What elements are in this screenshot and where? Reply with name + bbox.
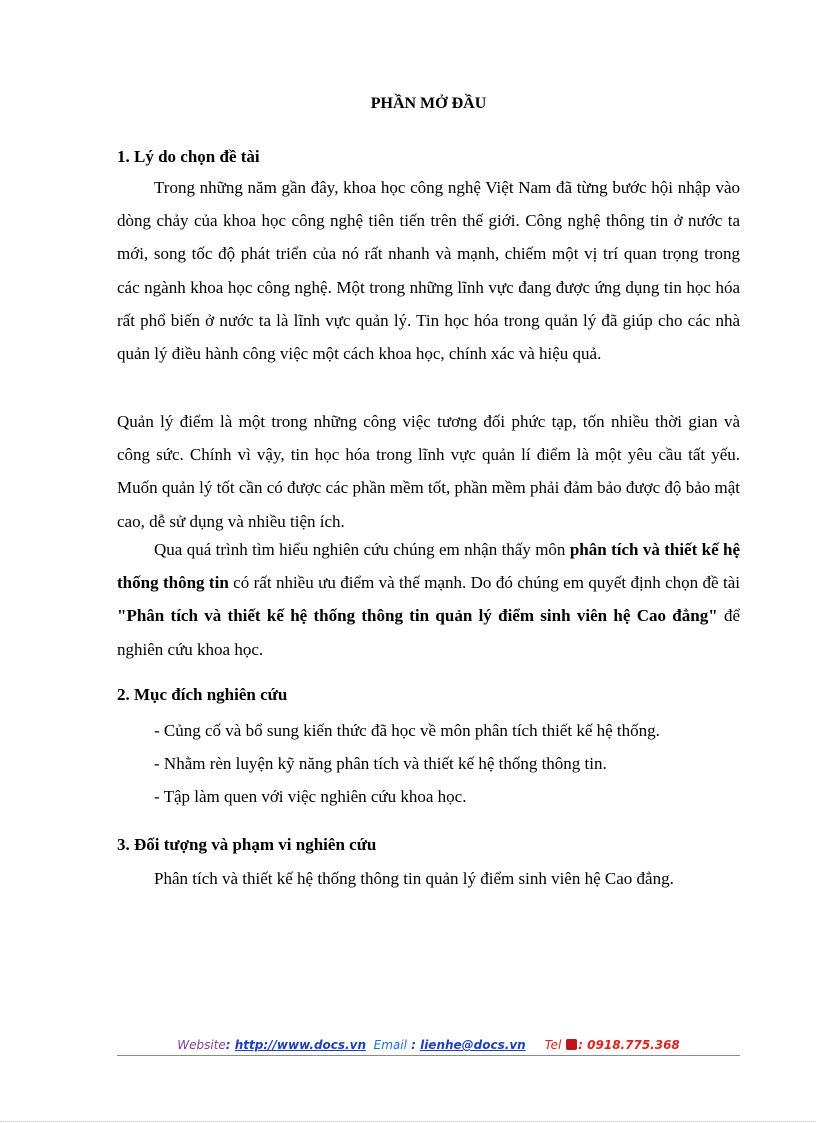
footer-divider	[117, 1055, 740, 1056]
footer-email-label: Email	[373, 1038, 407, 1052]
page-bottom-edge	[0, 1121, 816, 1122]
paragraph-text: để nghiên cứu khoa học.	[117, 606, 740, 659]
bold-subject: phân tích và thiết kế hệ thống thông tin	[117, 540, 741, 593]
footer-email-link[interactable]: lienhe@docs.vn	[420, 1038, 526, 1052]
footer-separator: :	[406, 1038, 421, 1052]
paragraph-reason-3	[117, 533, 740, 666]
footer-website-link[interactable]: http://www.docs.vn	[234, 1038, 366, 1052]
page-footer	[117, 1037, 740, 1053]
paragraph-text: có rất nhiều ưu điểm và thế mạnh. Do đó chúng em quyết định chọn đề tài	[228, 573, 740, 593]
footer-phone: 0918.775.368	[587, 1038, 680, 1052]
bold-topic-title: "Phân tích và thiết kế hệ thống thông tin quản lý điểm sinh viên hệ Cao đẳng"	[117, 606, 718, 626]
bullet-item: - Củng cố và bổ sung kiến thức đã học về môn phân tích thiết kế hệ thống.	[154, 721, 660, 740]
phone-icon	[566, 1039, 577, 1050]
paragraph-text: Qua quá trình tìm hiểu nghiên cứu chúng em nhận thấy môn	[154, 540, 570, 559]
footer-separator: :	[225, 1038, 235, 1052]
paragraph-reason-2: Quản lý điểm là một trong những công việc tương đối phức tạp, tốn nhiều thời gian và công sức. Chính vì vậy, tin học hóa trong lĩnh vực quản lí điểm là một yêu cầu tất yếu. Muốn quản lý tốt cần có được các phần mềm tốt, phần mềm phải đảm bảo được độ bảo mật cao, dễ sử dụng và nhiều tiện ích.	[117, 412, 740, 531]
footer-website-label: Website	[177, 1038, 226, 1052]
footer-phone-separator: :	[578, 1038, 588, 1052]
paragraph-scope: Phân tích và thiết kế hệ thống thông tin quản lý điểm sinh viên hệ Cao đẳng.	[154, 869, 674, 888]
section-heading-3: 3. Đối tượng và phạm vi nghiên cứu	[117, 835, 377, 854]
section-heading-2: 2. Mục đích nghiên cứu	[117, 685, 288, 704]
bullet-item: - Tập làm quen với việc nghiên cứu khoa học.	[154, 787, 467, 806]
section-heading-1: 1. Lý do chọn đề tài	[117, 147, 260, 166]
bullet-item: - Nhằm rèn luyện kỹ năng phân tích và thiết kế hệ thống thông tin.	[154, 754, 607, 773]
page-title: PHẦN MỞ ĐẦU	[370, 95, 487, 112]
paragraph-reason-1: Trong những năm gần đây, khoa học công nghệ Việt Nam đã từng bước hội nhập vào dòng chảy của khoa học công nghệ tiên tiến trên thế giới. Công nghệ thông tin ở nước ta mới, song tốc độ phát triển của nó rất nhanh và mạnh, chiếm một vị trí quan trọng trong các ngành khoa học công nghệ. Một trong những lĩnh vực đang được ứng dụng tin học hóa rất phổ biến ở nước ta là lĩnh vực quản lý. Tin học hóa trong quản lý đã giúp cho các nhà quản lý điều hành công việc một cách khoa học, chính xác và hiệu quả.	[117, 178, 740, 364]
footer-tel-label: Tel	[544, 1038, 562, 1052]
